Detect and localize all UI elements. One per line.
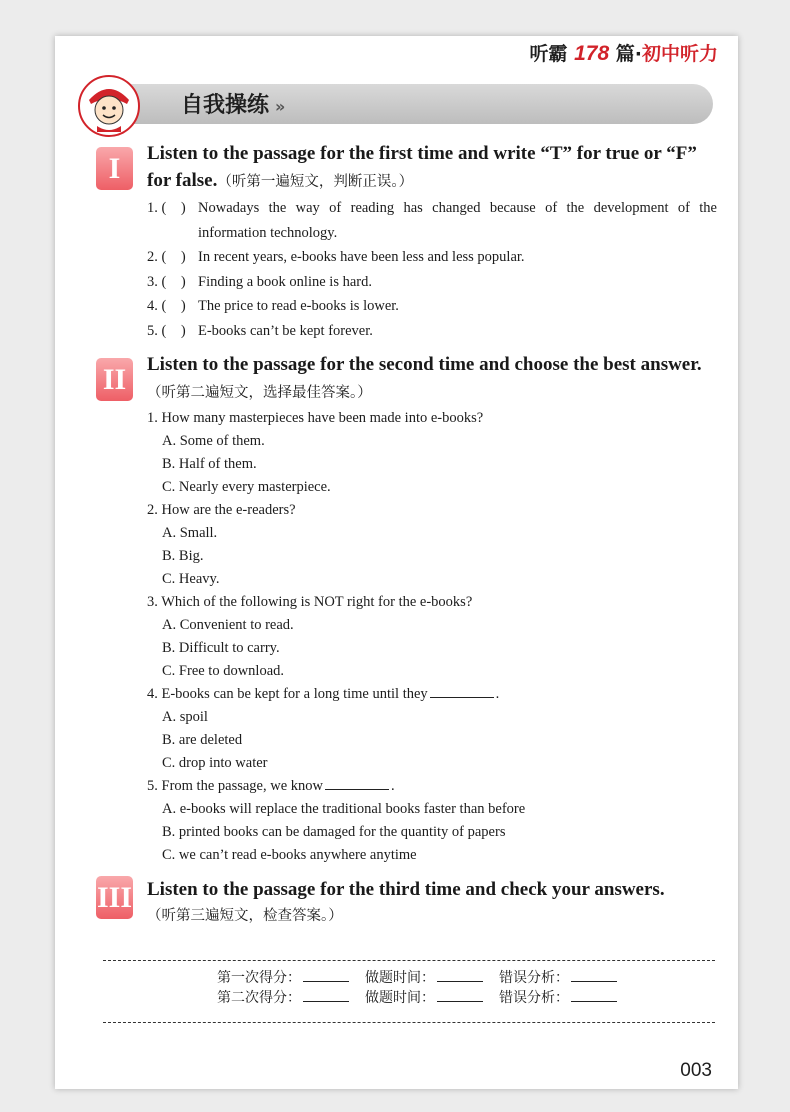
answer-option: C. drop into water (162, 755, 268, 771)
list-item: 2. ( ) In recent years, e-books have been less and less popular. (147, 249, 525, 265)
header-suffix: 篇· (615, 43, 642, 65)
list-item: 4. ( ) The price to read e-books is lower. (147, 298, 399, 314)
answer-option: C. Heavy. (162, 571, 220, 587)
section-3-note: （听第三遍短文，检查答案。） (147, 908, 343, 924)
analysis-blank (571, 968, 617, 982)
question: 2. How are the e-readers? (147, 502, 296, 518)
question: 3. Which of the following is NOT right for the e-books? (147, 594, 473, 610)
answer-option: C. we can’t read e-books anywhere anytime (162, 847, 417, 863)
answer-option: B. Half of them. (162, 456, 257, 472)
answer-option: B. Difficult to carry. (162, 640, 280, 656)
score-record (217, 968, 633, 1008)
page-number: 003 (680, 1060, 712, 1081)
answer-option: A. e-books will replace the traditional books faster than before (162, 801, 526, 817)
running-header (529, 39, 718, 66)
header-series: 初中听力 (641, 43, 718, 65)
answer-blank (325, 777, 389, 790)
section-3-instruction: Listen to the passage for the third time and check your answers. （听第三遍短文，检查答案。） (147, 876, 717, 930)
score-blank (303, 988, 349, 1002)
time-blank (437, 968, 483, 982)
list-item: 5. ( ) E-books can’t be kept forever. (147, 322, 373, 339)
question: 4. E-books can be kept for a long time until they . (147, 686, 500, 702)
analysis-blank (571, 988, 617, 1002)
double-chevron-icon: » (275, 97, 286, 116)
multiple-choice-list (147, 407, 717, 867)
answer-option: A. spoil (162, 709, 208, 725)
section-marker-1: I (96, 147, 133, 190)
list-item: 3. ( ) Finding a book online is hard. (147, 273, 372, 290)
question: 5. From the passage, we know . (147, 778, 395, 794)
section-banner (101, 84, 713, 124)
divider (103, 960, 715, 961)
list-item: 1. ( ) Nowadays the way of reading has changed because of the development of the information technology. (147, 200, 717, 241)
time-blank (437, 988, 483, 1002)
header-number: 178 (574, 42, 610, 65)
section-marker-2: II (96, 358, 133, 401)
section-marker-3: III (96, 876, 133, 919)
answer-option: C. Nearly every masterpiece. (162, 479, 331, 495)
mascot-icon (77, 74, 141, 138)
section-1-note: （听第一遍短文，判断正误。） (217, 174, 414, 190)
score-row-second: 第二次得分： 做题时间： 错误分析： (217, 988, 633, 1008)
question: 1. How many masterpieces have been made into e-books? (147, 410, 484, 426)
answer-option: B. printed books can be damaged for the quantity of papers (162, 824, 506, 840)
answer-option: B. Big. (162, 548, 204, 564)
header-prefix: 听霸 (529, 43, 568, 65)
answer-option: A. Convenient to read. (162, 617, 294, 633)
answer-blank (430, 685, 494, 698)
score-blank (303, 968, 349, 982)
score-row-first: 第一次得分： 做题时间： 错误分析： (217, 968, 633, 988)
answer-option: B. are deleted (162, 732, 243, 748)
answer-option: A. Small. (162, 525, 218, 541)
workbook-page (55, 36, 738, 1089)
divider (103, 1022, 715, 1023)
section-1-instruction: Listen to the passage for the first time and write “T” for true or “F” for false.（听第一遍短文，判断正误。） (147, 143, 697, 191)
answer-option: C. Free to download. (162, 663, 285, 679)
section-2-instruction: Listen to the passage for the second time and choose the best answer.（听第二遍短文，选择最佳答案。） (147, 354, 702, 401)
true-false-list (147, 196, 717, 343)
banner-title: 自我操练 » (181, 93, 286, 118)
section-2-note: （听第二遍短文，选择最佳答案。） (147, 385, 372, 401)
answer-option: A. Some of them. (162, 433, 265, 449)
